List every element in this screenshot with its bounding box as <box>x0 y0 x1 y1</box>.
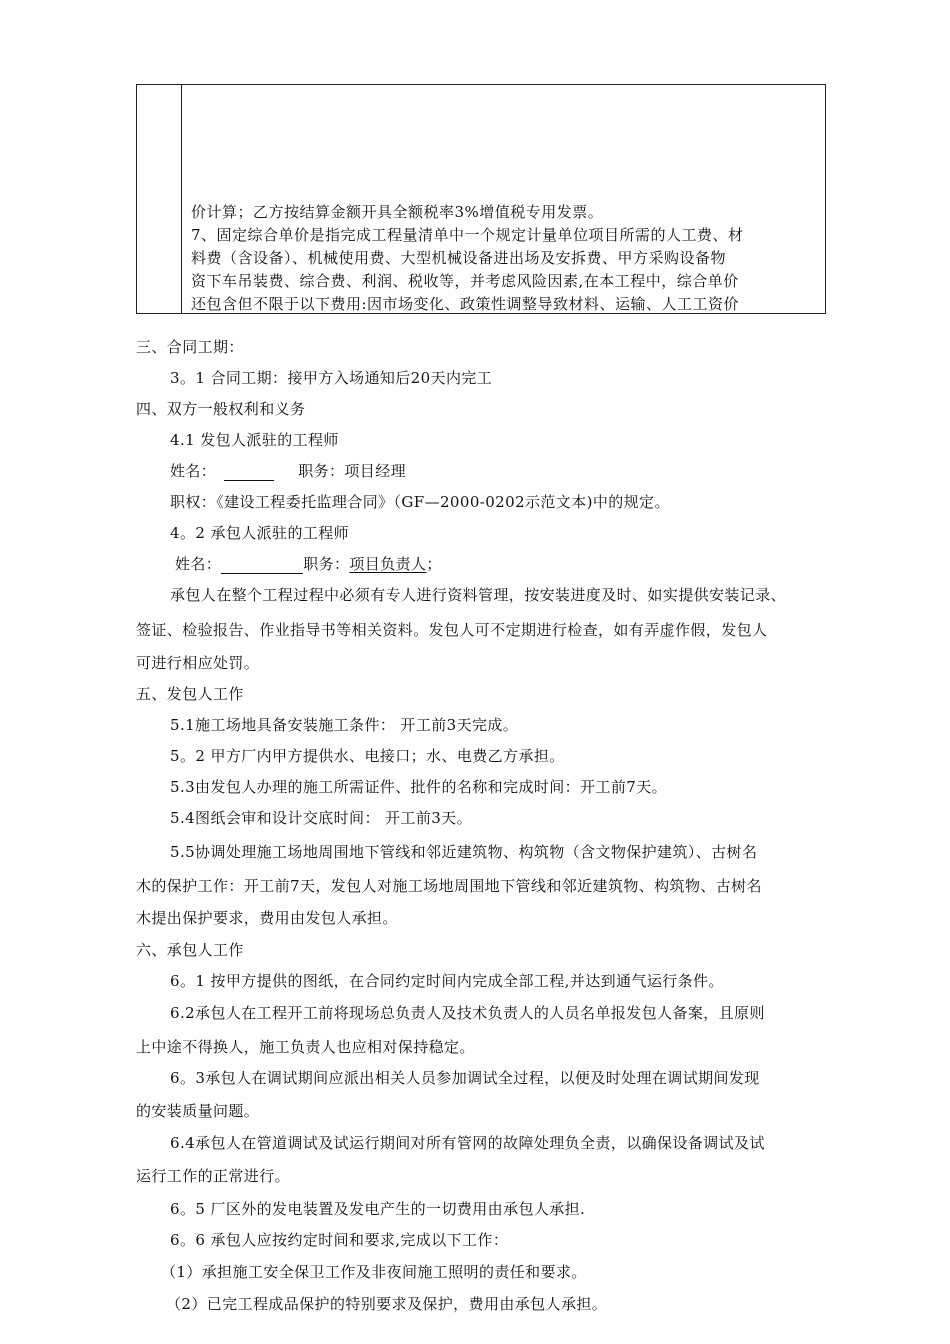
paragraph-line: 签证、检验报告、作业指导书等相关资料。发包人可不定期进行检查，如有弄虚作假，发包人 <box>136 621 768 639</box>
clause-5-5-line: 木的保护工作：开工前7天，发包人对施工场地周围地下管线和邻近建筑物、构筑物、古树名 <box>136 877 762 895</box>
table-line: 价计算；乙方按结算金额开具全额税率3%增值税专用发票。 <box>191 203 604 221</box>
clause-5-4: 5.4图纸会审和设计交底时间： 开工前3天。 <box>170 809 472 827</box>
list-item-2: （2）已完工程成品保护的特别要求及保护，费用由承包人承担。 <box>166 1295 608 1313</box>
table-column-divider <box>181 85 182 313</box>
list-item-1: （1）承担施工安全保卫工作及非夜间施工照明的责任和要求。 <box>161 1263 587 1281</box>
table-line: 料费（含设备）、机械使用费、大型机械设备进出场及安拆费、甲方采购设备物 <box>191 249 727 267</box>
clause-6-1: 6。1 按甲方提供的图纸，在合同约定时间内完成全部工程,并达到通气运行条件。 <box>170 972 724 990</box>
clause-3-1: 3。1 合同工期：接甲方入场通知后20天内完工 <box>170 369 493 387</box>
table-line: 还包含但不限于以下费用:因市场变化、政策性调整导致材料、运输、人工工资价 <box>191 295 740 313</box>
clause-6-6: 6。6 承包人应按约定时间和要求,完成以下工作： <box>170 1231 509 1249</box>
duty-tail-2: ； <box>426 555 442 573</box>
clause-5-1: 5.1施工场地具备安装施工条件： 开工前3天完成。 <box>170 716 519 734</box>
clause-6-4-line: 运行工作的正常进行。 <box>136 1167 291 1185</box>
duty-label-2: 职务： <box>303 555 350 573</box>
section-5-heading: 五、发包人工作 <box>136 685 244 703</box>
authority-text: 职权：《建设工程委托监理合同》（GF—2000-0202示范文本)中的规定。 <box>170 493 670 511</box>
name-blank-2 <box>221 556 303 574</box>
paragraph-line: 承包人在整个工程过程中必须有专人进行资料管理，按安装进度及时、如实提供安装记录、 <box>170 586 787 604</box>
section-4-heading: 四、双方一般权利和义务 <box>136 400 306 418</box>
table-line: 7、固定综合单价是指完成工程量清单中一个规定计量单位项目所需的人工费、材 <box>191 226 744 244</box>
duty-label: 职务：项目经理 <box>298 462 407 480</box>
clause-5-2: 5。2 甲方厂内甲方提供水、电接口；水、电费乙方承担。 <box>170 747 565 765</box>
section-6-heading: 六、承包人工作 <box>136 941 244 959</box>
clause-5-3: 5.3由发包人办理的施工所需证件、批件的名称和完成时间：开工前7天。 <box>170 778 668 796</box>
clause-6-2-line: 上中途不得换人，施工负责人也应相对保持稳定。 <box>136 1038 475 1056</box>
clause-4-1: 4.1 发包人派驻的工程师 <box>170 431 339 449</box>
clause-6-3-line: 的安装质量问题。 <box>136 1102 260 1120</box>
name-label-2: 姓名： <box>175 555 222 573</box>
duty-value-2: 项目负责人 <box>349 555 427 573</box>
name-blank <box>224 463 274 481</box>
paragraph-line: 可进行相应处罚。 <box>136 654 260 672</box>
section-3-heading: 三、合同工期： <box>136 338 244 356</box>
name-label: 姓名： <box>170 462 217 480</box>
table-cell-text <box>191 201 815 316</box>
clause-4-2: 4。2 承包人派驻的工程师 <box>170 524 350 542</box>
clause-5-5-line: 5.5协调处理施工场地周围地下管线和邻近建筑物、构筑物（含文物保护建筑）、古树名 <box>170 843 758 861</box>
clause-5-5-line: 木提出保护要求，费用由发包人承担。 <box>136 909 398 927</box>
engineer-name-duty-row <box>170 461 406 481</box>
clause-6-3-line: 6。3承包人在调试期间应派出相关人员参加调试全过程，以便及时处理在调试期间发现 <box>170 1069 760 1087</box>
clause-6-2-line: 6.2承包人在工程开工前将现场总负责人及技术负责人的人员名单报发包人备案，且原则 <box>170 1004 765 1022</box>
contract-table <box>136 84 826 314</box>
clause-6-5: 6。5 厂区外的发电装置及发电产生的一切费用由承包人承担. <box>170 1200 586 1218</box>
contractor-engineer-row <box>175 554 442 574</box>
clause-6-4-line: 6.4承包人在管道调试及试运行期间对所有管网的故障处理负全责，以确保设备调试及试 <box>170 1134 765 1152</box>
table-line: 资下车吊装费、综合费、利润、税收等，并考虑风险因素,在本工程中，综合单价 <box>191 272 739 290</box>
